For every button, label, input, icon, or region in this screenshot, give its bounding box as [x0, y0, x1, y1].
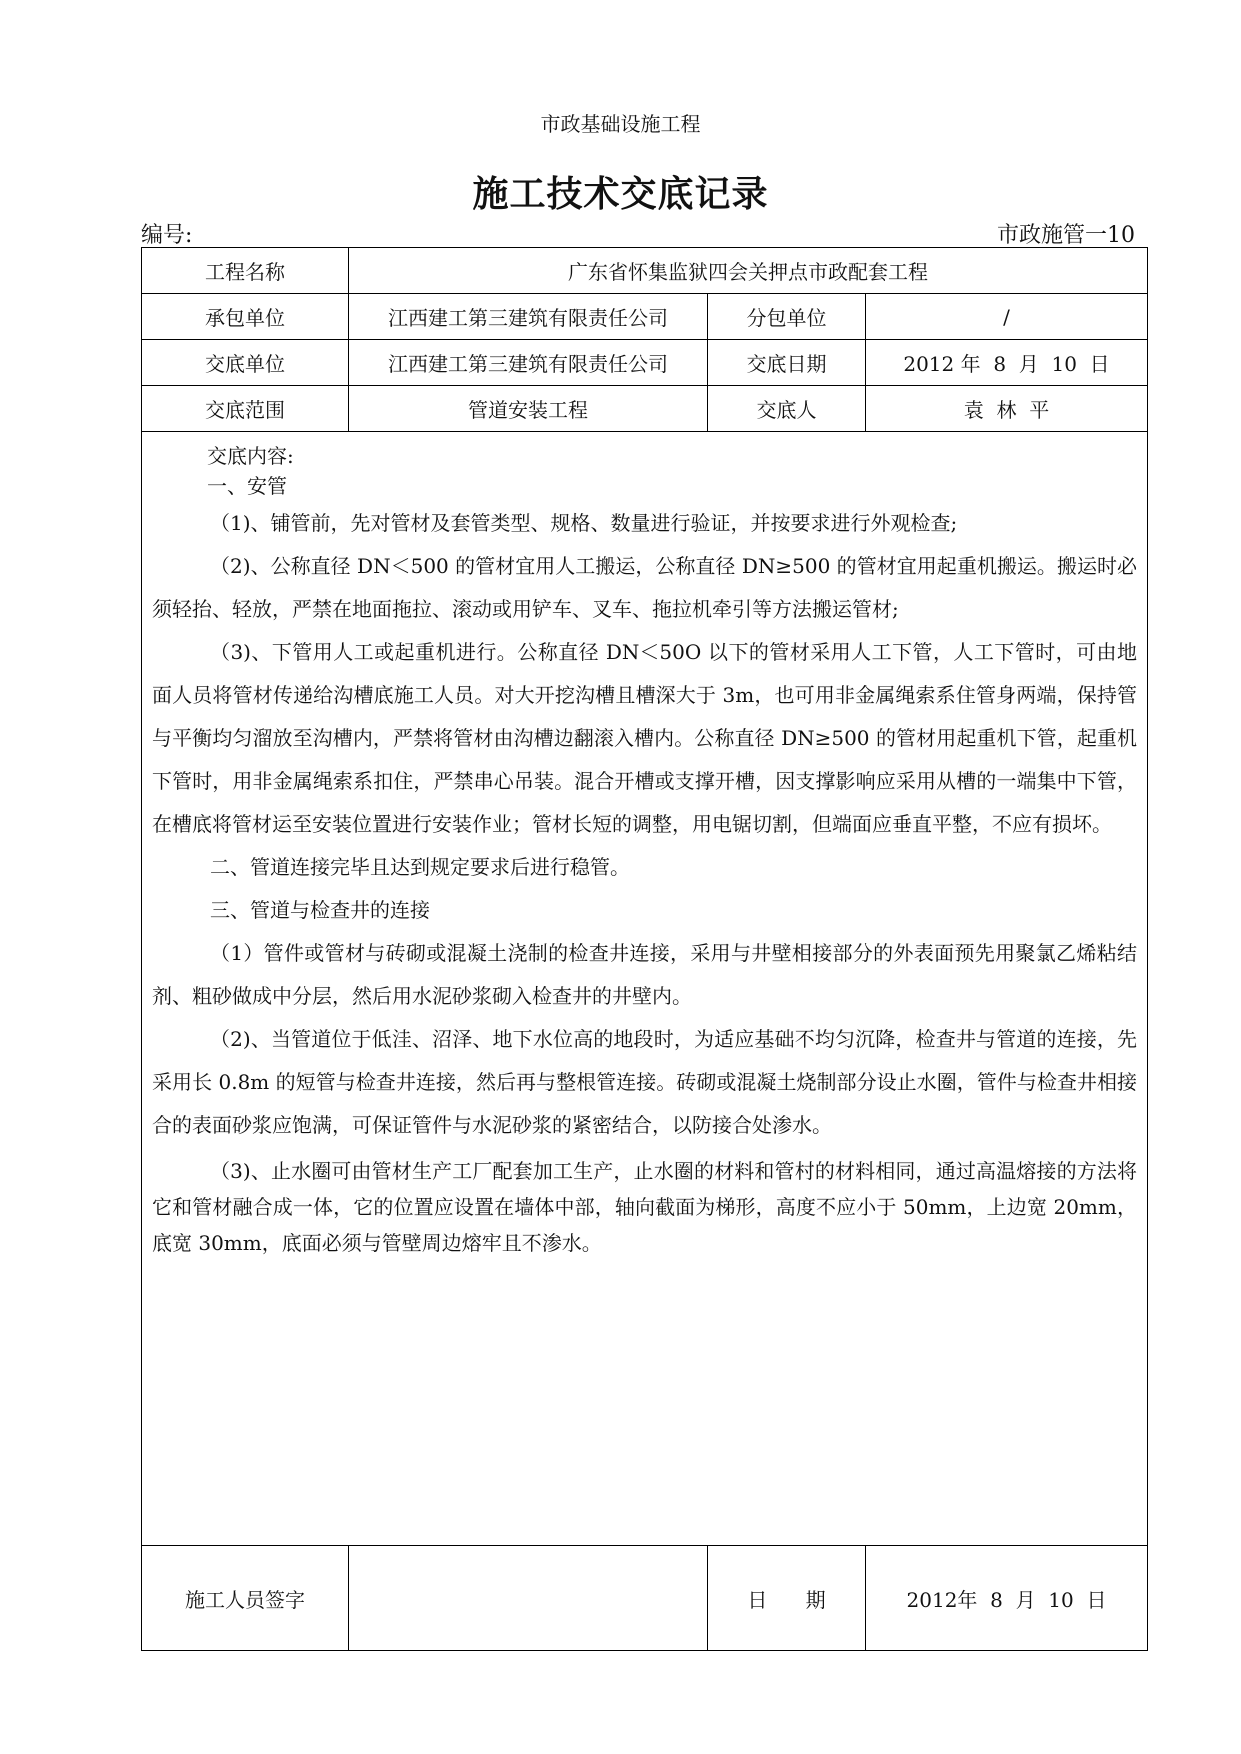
project-name-label: 工程名称 — [142, 248, 349, 294]
briefer-value: 袁 林 平 — [866, 386, 1148, 432]
section-1-heading: 一、安管 — [207, 474, 287, 498]
signature-date-label: 日 期 — [708, 1546, 866, 1651]
subcontractor-value: / — [866, 294, 1148, 340]
signature-label: 施工人员签字 — [142, 1546, 349, 1651]
signature-value[interactable] — [349, 1546, 708, 1651]
document-title: 施工技术交底记录 — [472, 173, 769, 215]
content-cell — [142, 432, 1148, 1546]
briefing-unit-label: 交底单位 — [142, 340, 349, 386]
section-2-heading: 二、管道连接完毕且达到规定要求后进行稳管。 — [210, 855, 630, 879]
scope-row — [142, 386, 1148, 432]
section-3-heading: 三、管道与检查井的连接 — [210, 898, 430, 922]
document-subtitle: 市政基础设施工程 — [540, 112, 701, 136]
briefing-unit-row — [142, 340, 1148, 386]
scope-label: 交底范围 — [142, 386, 349, 432]
record-table — [141, 247, 1148, 1651]
content-heading: 交底内容: — [207, 444, 294, 468]
paragraph-1: （1)、铺管前，先对管材及套管类型、规格、数量进行验证，并按要求进行外观检查; — [210, 511, 958, 535]
subcontractor-label: 分包单位 — [708, 294, 866, 340]
signature-date-value: 2012年 8 月 10 日 — [866, 1546, 1148, 1651]
briefing-date-label: 交底日期 — [708, 340, 866, 386]
content-row — [142, 432, 1148, 1546]
briefing-date-value: 2012 年 8 月 10 日 — [866, 340, 1148, 386]
number-value: 市政施管一10 — [997, 223, 1135, 248]
paragraph-2: （2)、公称直径 DN＜500 的管材宜用人工搬运，公称直径 DN≥500 的管材宜用起重机搬运。搬运时必须轻抬、轻放，严禁在地面拖拉、滚动或用铲车、叉车、拖拉机牵引等方法搬运管材; — [152, 554, 1137, 621]
project-name-row — [142, 248, 1148, 294]
briefing-unit-value: 江西建工第三建筑有限责任公司 — [349, 340, 708, 386]
project-name-value: 广东省怀集监狱四会关押点市政配套工程 — [349, 248, 1148, 294]
contractor-value: 江西建工第三建筑有限责任公司 — [349, 294, 708, 340]
paragraph-6: （3)、止水圈可由管材生产工厂配套加工生产，止水圈的材料和管村的材料相同，通过高温熔接的方法将它和管材融合成一体，它的位置应设置在墙体中部，轴向截面为梯形，高度不应小于 50mm，上边宽 20mm，底宽 30mm，底面必须与管壁周边熔牢且不渗水。 — [152, 1159, 1137, 1255]
paragraph-5: （2)、当管道位于低洼、沼泽、地下水位高的地段时，为适应基础不均匀沉降，检查井与管道的连接，先采用长 0.8m 的短管与检查井连接，然后再与整根管连接。砖砌或混凝土烧制部分设止水圈，管件与检查井相接合的表面砂浆应饱满，可保证管件与水泥砂浆的紧密结合，以防接合处渗水。 — [152, 1027, 1137, 1137]
contractor-row — [142, 294, 1148, 340]
paragraph-4: （1）管件或管材与砖砌或混凝土浇制的检查井连接，采用与井壁相接部分的外表面预先用聚氯乙烯粘结剂、粗砂做成中分层，然后用水泥砂浆砌入检查井的井壁内。 — [152, 941, 1137, 1008]
signature-row — [142, 1546, 1148, 1651]
scope-value: 管道安装工程 — [349, 386, 708, 432]
number-label: 编号: — [141, 223, 193, 248]
briefer-label: 交底人 — [708, 386, 866, 432]
contractor-label: 承包单位 — [142, 294, 349, 340]
paragraph-3: （3)、下管用人工或起重机进行。公称直径 DN＜50O 以下的管材采用人工下管，人工下管时，可由地面人员将管材传递给沟槽底施工人员。对大开挖沟槽且槽深大于 3m，也可用非金属绳索系住管身两端，保持管与平衡均匀溜放至沟槽内，严禁将管材由沟槽边翻滚入槽内。公称直径 DN≥500 的管材用起重机下管，起重机下管时，用非金属绳索系扣住，严禁串心吊装。混合开槽或支撑开槽，因支撑影响应采用从槽的一端集中下管，在槽底将管材运至安装位置进行安装作业；管材长短的调整，用电锯切割，但端面应垂直平整，不应有损坏。 — [152, 640, 1137, 836]
